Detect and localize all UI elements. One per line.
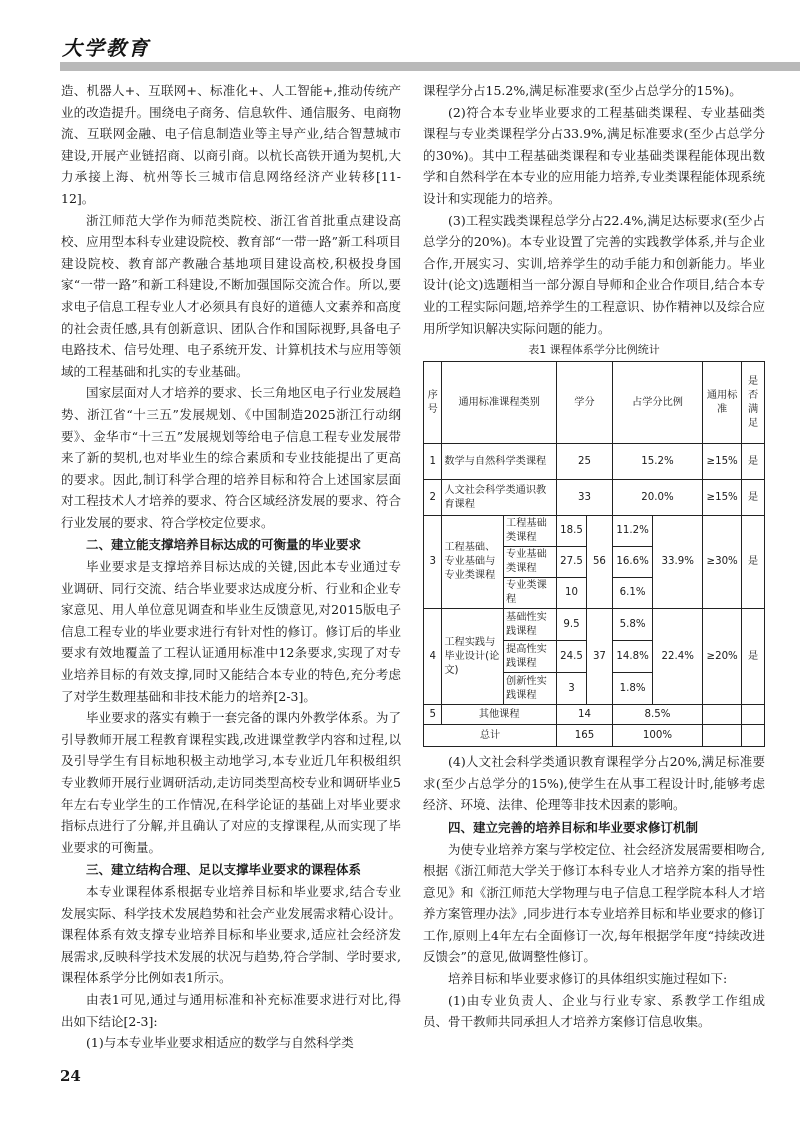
cell-standard: ≥20% (703, 609, 742, 705)
cell-subcategory: 专业类课程 (504, 578, 557, 609)
cell-category: 人文社会科学类通识教育课程 (442, 480, 557, 516)
cell-no: 3 (424, 516, 442, 609)
paragraph: 毕业要求是支撑培养目标达成的关键,因此本专业通过专业调研、同行交流、结合毕业要求达成度分析、行业和企业专家意见、用人单位意见调查和毕业生反馈意见,对2015版电子信息工程专业的毕业要求进行有针对性的修订。修订后的毕业要求有效地覆盖了工程认证通用标准中12条要求,实现了对专业培养目标的有效支撑,同时又能结合本专业的特色,充分考虑了对学生数理基础和非技术能力的培养[2-3]。 (61, 559, 401, 704)
cell-credit-total: 56 (586, 516, 612, 609)
cell-empty (742, 725, 765, 747)
paragraph: 造、机器人+、互联网+、标准化+、人工智能+,推动传统产业的改造提升。围绕电子商务、信息软件、通信服务、电商物流、互联网金融、电子信息制造业等主导产业,结合智慧城市建设,开展产业链招商、以商引商。以杭长高铁开通为契机,大力承接上海、杭州等长三城市信息网络经济产业转移[11-12]。 (61, 83, 401, 206)
cell-no: 4 (424, 609, 442, 705)
header-bar (60, 62, 800, 71)
cell-subratio: 6.1% (612, 578, 652, 609)
header-meet: 是否满足 (742, 362, 765, 444)
header-category: 通用标准课程类别 (442, 362, 557, 444)
table-row (424, 516, 765, 547)
cell-subratio: 14.8% (612, 641, 652, 673)
paragraph: 由表1可见,通过与通用标准和补充标准要求进行对比,得出如下结论[2-3]: (61, 991, 401, 1029)
cell-standard: ≥15% (703, 444, 742, 480)
cell-subcategory: 专业基础类课程 (504, 547, 557, 578)
cell-no: 5 (424, 705, 442, 725)
cell-subcredit: 3 (557, 673, 587, 705)
cell-total-credit: 165 (557, 725, 613, 747)
right-column (423, 80, 765, 1033)
cell-ratio: 8.5% (612, 705, 702, 725)
paragraph: 浙江师范大学作为师范类院校、浙江省首批重点建设高校、应用型本科专业建设院校、教育部“一带一路”新工科项目建设院校、教育部产教融合基地项目建设高校,积极投身国家“一带一路”和新工科建设,不断加强国际交流合作。所以,要求电子信息工程专业人才必须具有良好的道德人文素养和高度的社会责任感,具有创新意识、团队合作和国际视野,具备电子电路技术、信号处理、电子系统开发、计算机技术与应用等领域的工程基础和扎实的专业基础。 (61, 212, 401, 379)
cell-subratio: 5.8% (612, 609, 652, 641)
cell-meet: 是 (742, 480, 765, 516)
cell-subcategory: 提高性实践课程 (504, 641, 557, 673)
cell-credit: 33 (557, 480, 613, 516)
cell-subcredit: 9.5 (557, 609, 587, 641)
header-standard: 通用标准 (703, 362, 742, 444)
paragraph: (1)与本专业毕业要求相适应的数学与自然科学类 (86, 1035, 354, 1051)
table-row (424, 480, 765, 516)
cell-total-ratio: 100% (612, 725, 702, 747)
cell-meet: 是 (742, 444, 765, 480)
table-total-row (424, 725, 765, 747)
cell-ratio: 20.0% (612, 480, 702, 516)
paragraph: (3)工程实践类课程总学分占22.4%,满足达标要求(至少占总学分的20%)。本专业设置了完善的实践教学体系,并与企业合作,开展实习、实训,培养学生的动手能力和创新能力。毕业设计(论文)选题相当一部分源自导师和企业合作项目,结合本专业的工程实际问题,培养学生的工程意识、协作精神以及综合应用所学知识解决实际问题的能力。 (423, 212, 765, 336)
cell-subratio: 1.8% (612, 673, 652, 705)
paragraph: 本专业课程体系根据专业培养目标和毕业要求,结合专业发展实际、科学技术发展趋势和社会产业发展需求精心设计。课程体系有效支撑专业培养目标和毕业要求,适应社会经济发展需求,反映科学技术发展的状况与趋势,符合学制、学时要求,课程体系学分比例如表1所示。 (61, 883, 401, 986)
paragraph: 为使专业培养方案与学校定位、社会经济发展需要相吻合,根据《浙江师范大学关于修订本科专业人才培养方案的指导性意见》和《浙江师范大学物理与电子信息工程学院本科人才培养方案管理办法》,同步进行本专业培养目标和毕业要求的修订工作,原则上4年左右全面修订一次,每年根据学年度“持续改进反馈会”的意见,做调整性修订。 (423, 841, 765, 965)
header-no: 序号 (424, 362, 442, 444)
cell-standard: ≥15% (703, 480, 742, 516)
section-heading: 二、建立能支撑培养目标达成的可衡量的毕业要求 (86, 537, 362, 553)
cell-empty (742, 705, 765, 725)
credit-table (423, 361, 765, 747)
cell-no: 2 (424, 480, 442, 516)
cell-subcredit: 27.5 (557, 547, 587, 578)
cell-subcredit: 10 (557, 578, 587, 609)
section-heading: 三、建立结构合理、足以支撑毕业要求的课程体系 (86, 862, 362, 878)
cell-ratio: 22.4% (653, 609, 703, 705)
right-column-top (423, 80, 765, 339)
left-column (61, 80, 401, 1054)
table-row (424, 705, 765, 725)
cell-category: 其他课程 (442, 705, 557, 725)
cell-category: 工程基础、专业基础与专业类课程 (442, 516, 504, 609)
cell-subratio: 16.6% (612, 547, 652, 578)
cell-category: 数学与自然科学类课程 (442, 444, 557, 480)
cell-subratio: 11.2% (612, 516, 652, 547)
table-row (424, 444, 765, 480)
cell-standard: ≥30% (703, 516, 742, 609)
right-column-bottom (423, 751, 765, 1033)
paragraph: 国家层面对人才培养的要求、长三角地区电子行业发展趋势、浙江省“十三五”发展规划、《中国制造2025浙江行动纲要》、金华市“十三五”发展规划等给电子信息工程专业发展带来了新的契机,也对毕业生的综合素质和专业技能提出了更高的要求。因此,制订科学合理的培养目标和符合上述国家层面对工程技术人才培养的要求、符合区域经济发展的要求、符合行业发展的要求、符合学校定位要求。 (61, 385, 401, 530)
table-caption: 表1 课程体系学分比例统计 (528, 343, 660, 357)
cell-meet: 是 (742, 609, 765, 705)
paragraph: 毕业要求的落实有赖于一套完备的课内外教学体系。为了引导教师开展工程教育课程实践,改进课堂教学内容和过程,以及引导学生有目标地积极主动地学习,本专业近几年积极组织专业教师开展行业调研活动,走访同类型高校专业和调研毕业5年左右专业学生的工作情况,在科学论证的基础上对毕业要求指标点进行了分解,并且确认了对应的支撑课程,从而实现了毕业要求的可衡量。 (61, 710, 401, 855)
cell-subcredit: 24.5 (557, 641, 587, 673)
cell-credit: 14 (557, 705, 613, 725)
paragraph: 培养目标和毕业要求修订的具体组织实施过程如下: (448, 971, 728, 987)
page-header (0, 0, 800, 74)
cell-empty (703, 705, 742, 725)
cell-meet: 是 (742, 516, 765, 609)
cell-total-label: 总计 (424, 725, 557, 747)
header-ratio: 占学分比例 (612, 362, 702, 444)
page-number: 24 (60, 1067, 81, 1085)
cell-credit: 25 (557, 444, 613, 480)
cell-subcategory: 创新性实践课程 (504, 673, 557, 705)
table-row (424, 609, 765, 641)
paragraph: (1)由专业负责人、企业与行业专家、系教学工作组成员、骨干教师共同承担人才培养方案修订信息收集。 (423, 992, 765, 1030)
cell-ratio: 15.2% (612, 444, 702, 480)
table-header-row (424, 362, 765, 444)
cell-subcategory: 基础性实践课程 (504, 609, 557, 641)
cell-empty (703, 725, 742, 747)
paragraph: (4)人文社会科学类通识教育课程学分占20%,满足标准要求(至少占总学分的15%),使学生在从事工程设计时,能够考虑经济、环境、法律、伦理等非技术因素的影响。 (423, 754, 765, 813)
cell-ratio: 33.9% (653, 516, 703, 609)
journal-logo: 大学教育 (62, 36, 150, 60)
paragraph: (2)符合本专业毕业要求的工程基础类课程、专业基础类课程与专业类课程学分占33.9%,满足标准要求(至少占总学分的30%)。其中工程基础类课程和专业基础类课程能体现出数学和自然科学在本专业的应用能力培养,专业类课程能体现系统设计和实现能力的培养。 (423, 104, 765, 206)
cell-subcredit: 18.5 (557, 516, 587, 547)
header-credit: 学分 (557, 362, 613, 444)
cell-no: 1 (424, 444, 442, 480)
paragraph: 课程学分占15.2%,满足标准要求(至少占总学分的15%)。 (423, 83, 742, 98)
cell-subcategory: 工程基础类课程 (504, 516, 557, 547)
section-heading: 四、建立完善的培养目标和毕业要求修订机制 (448, 819, 699, 835)
cell-credit-total: 37 (586, 609, 612, 705)
cell-category: 工程实践与毕业设计(论文) (442, 609, 504, 705)
